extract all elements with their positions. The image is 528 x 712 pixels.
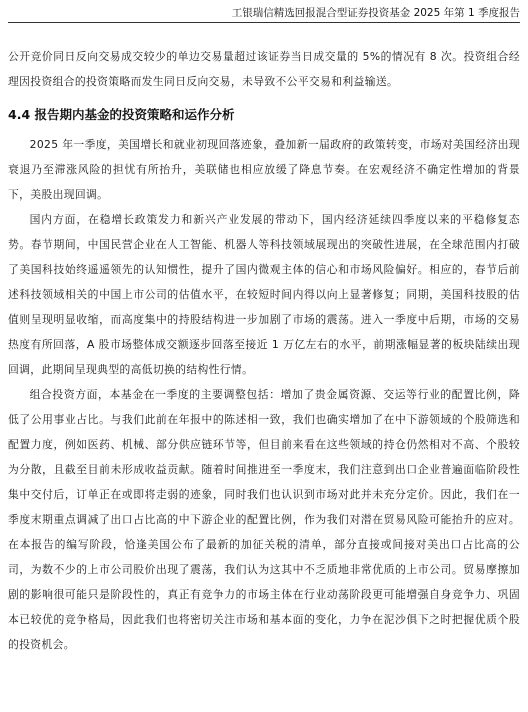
intro-paragraph: 公开竞价同日反向交易成交较少的单边交易量超过该证券当日成交量的 5%的情况有 8 次。投资组合经理因投资组合的投资策略而发生同日反向交易，未导致不公平交易和利益输送。 [8, 50, 520, 88]
body-paragraph-portfolio: 组合投资方面，本基金在一季度的主要调整包括：增加了贵金属资源、交运等行业的配置比例，降低了公用事业占比。与我们此前在年报中的陈述相一致，我们也确实增加了在中下游领域的个股筛选和配置力度，例如医药、机械、部分供应链环节等，但目前来看在这些领域的持仓仍然相对不高、个股较为分散，且截至目前未形成收益贡献。随着时间推进至一季度末，我们注意到出口企业普遍面临阶段性集中交付后，订单正在或即将走弱的迹象，同时我们也认识到市场对此并未充分定价。因此，我们在一季度末期重点调减了出口占比高的中下游企业的配置比例，作为我们对潜在贸易风险可能抬升的应对。在本报告的编写阶段，恰逢美国公布了最新的加征关税的清单，部分直接或间接对美出口占比高的公司，为数不少的上市公司股价出现了震荡，我们认为这其中不乏质地非常优质的上市公司。贸易摩擦加剧的影响很可能只是阶段性的，真正有竞争力的市场主体在行业动荡阶段更可能增强自身竞争力、巩固本已较优的竞争格局，因此我们也将密切关注市场和基本面的变化，力争在泥沙俱下之时把握优质个股的投资机会。 [8, 388, 520, 651]
body-paragraph-domestic: 国内方面，在稳增长政策发力和新兴产业发展的带动下，国内经济延续四季度以来的平稳修复态势。春节期间，中国民营企业在人工智能、机器人等科技领域展现出的突破性进展，在全球范围内打破了美国科技始终遥遥领先的认知惯性，提升了国内微观主体的信心和市场风险偏好。相应的，春节后前述科技领域相关的中国上市公司的估值水平，在较短时间内得以向上显著修复；同期，美国科技股的估值则呈现明显收缩，而高度集中的持股结构进一步加剧了市场的震荡。进入一季度中后期，市场的交易热度有所回落，A 股市场整体成交额逐步回落至接近 1 万亿左右的水平，前期涨幅显著的板块陆续出现回调，此期间呈现典型的高低切换的结构性行情。 [8, 213, 520, 376]
section-heading: 4.4 报告期内基金的投资策略和运作分析 [8, 107, 235, 122]
body-paragraph-overseas: 2025 年一季度，美国增长和就业初现回落迹象，叠加新一届政府的政策转变，市场对美国经济出现衰退乃至滞涨风险的担忧有所抬升，美联储也相应放缓了降息节奏。在宏观经济不确定性增加的背景下，美股出现回调。 [8, 138, 520, 201]
running-header: 工银瑞信精选回报混合型证券投资基金 2025 年第 1 季度报告 [8, 4, 520, 23]
document-body [8, 44, 520, 657]
